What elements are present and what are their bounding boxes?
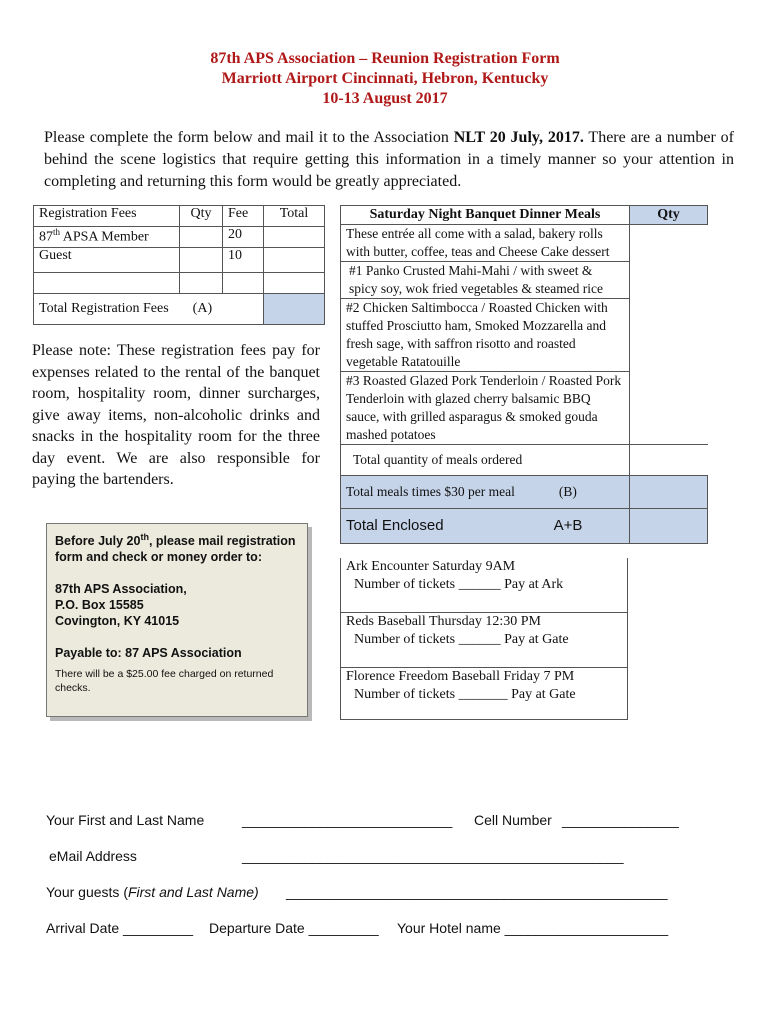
meals-cost-input[interactable] (630, 476, 708, 509)
address-line-3: Covington, KY 41015 (55, 614, 180, 629)
events-box (340, 558, 628, 720)
member-fee: 20 (223, 227, 264, 248)
deadline: NLT 20 July, 2017. (453, 129, 584, 146)
arrival-date-field[interactable]: Arrival Date _________ (46, 920, 194, 936)
event-ark: Ark Encounter Saturday 9AM Number of tickets ______ Pay at Ark (341, 558, 627, 613)
payable-to: Payable to: 87 APS Association (55, 646, 242, 661)
guest-qty-input[interactable] (180, 248, 223, 273)
member-row-label: 87th APSA Member (34, 227, 180, 248)
email-field[interactable]: _________________________________________________ (242, 848, 624, 864)
col-qty: Qty (180, 206, 223, 227)
col-fee: Fee (223, 206, 264, 227)
mail-instruction: Before July 20th, please mail registration form and check or money order to: (55, 532, 296, 565)
returned-check-fee: There will be a $25.00 fee charged on returned checks. (55, 668, 274, 695)
meal-table (340, 205, 708, 544)
hotel-name-field[interactable]: Your Hotel name _____________________ (397, 920, 669, 936)
total-registration-input[interactable] (264, 294, 325, 325)
meals-intro: These entrée all come with a salad, bakery rolls with butter, coffee, teas and Cheese Cake dessert (341, 225, 630, 262)
meals-times-30-row: Total meals times $30 per meal (B) (341, 476, 630, 509)
total-enclosed-input[interactable] (630, 509, 708, 544)
meals-qty-header: Qty (630, 206, 708, 225)
total-registration-label: Total Registration Fees (A) (34, 294, 264, 325)
member-total-input[interactable] (264, 227, 325, 248)
address-line-1: 87th APS Association, (55, 582, 187, 597)
event-florence: Florence Freedom Baseball Friday 7 PM Number of tickets _______ Pay at Gate (341, 668, 627, 704)
meals-header: Saturday Night Banquet Dinner Meals (341, 206, 630, 225)
guests-field[interactable]: _________________________________________________ (286, 884, 668, 900)
marker-a: (A) (192, 301, 213, 316)
name-field[interactable]: ___________________________ (242, 812, 453, 828)
event-reds: Reds Baseball Thursday 12:30 PM Number of tickets ______ Pay at Gate (341, 613, 627, 668)
cell-label: Cell Number (474, 812, 552, 828)
guest-total-input[interactable] (264, 248, 325, 273)
address-line-2: P.O. Box 15585 (55, 598, 144, 613)
blank-cell (34, 273, 180, 294)
intro-paragraph: Please complete the form below and mail it to the Association NLT 20 July, 2017. There are a number of behind the scene logistics that require getting this information in a timely manner so your attention in completing and returning this form would be greatly appreciated. (44, 129, 734, 190)
cell-field[interactable]: _______________ (562, 812, 679, 828)
guest-fee: 10 (223, 248, 264, 273)
venue-line: Marriott Airport Cincinnati, Hebron, Kentucky (221, 70, 549, 87)
marker-b: (B) (558, 484, 577, 499)
florence-tickets-field[interactable]: Number of tickets _______ Pay at Gate (354, 687, 576, 702)
ark-tickets-field[interactable]: Number of tickets ______ Pay at Ark (354, 577, 564, 592)
meal-option-3: #3 Roasted Glazed Pork Tenderloin / Roasted Pork Tenderloin with glazed cherry balsamic BBQ sauce, with grilled asparagus & smoked gouda mashed potatoes (341, 372, 630, 445)
email-label: eMail Address (49, 848, 137, 864)
registration-table (33, 205, 325, 325)
member-qty-input[interactable] (180, 227, 223, 248)
mailing-instructions-box (46, 523, 308, 717)
reds-tickets-field[interactable]: Number of tickets ______ Pay at Gate (354, 632, 569, 647)
meal-option-1: #1 Panko Crusted Mahi-Mahi / with sweet & spicy soy, wok fried vegetables & steamed rice (341, 262, 630, 299)
date-line: 10-13 August 2017 (322, 90, 448, 107)
guests-label: Your guests (First and Last Name) (46, 884, 259, 900)
col-total: Total (264, 206, 325, 227)
form-title: 87th APS Association – Reunion Registration Form (210, 50, 560, 67)
guest-row-label: Guest (34, 248, 180, 273)
total-enclosed-row: Total Enclosed A+B (341, 509, 630, 544)
total-meals-label: Total quantity of meals ordered (341, 445, 630, 476)
col-registration-fees: Registration Fees (34, 206, 180, 227)
name-label: Your First and Last Name (46, 812, 205, 828)
a-plus-b: A+B (553, 517, 583, 534)
departure-date-field[interactable]: Departure Date _________ (209, 920, 379, 936)
fees-note: Please note: These registration fees pay for expenses related to the rental of the banquet room, hospitality room, dinner surcharges, give away items, non-alcoholic drinks and snacks in the hospitality room for the three day event. We are also responsible for paying the bartenders. (32, 342, 320, 488)
meal-option-2: #2 Chicken Saltimbocca / Roasted Chicken with stuffed Prosciutto ham, Smoked Mozzarella and fresh sage, with saffron risotto and roasted vegetable Ratatouille (341, 299, 630, 372)
